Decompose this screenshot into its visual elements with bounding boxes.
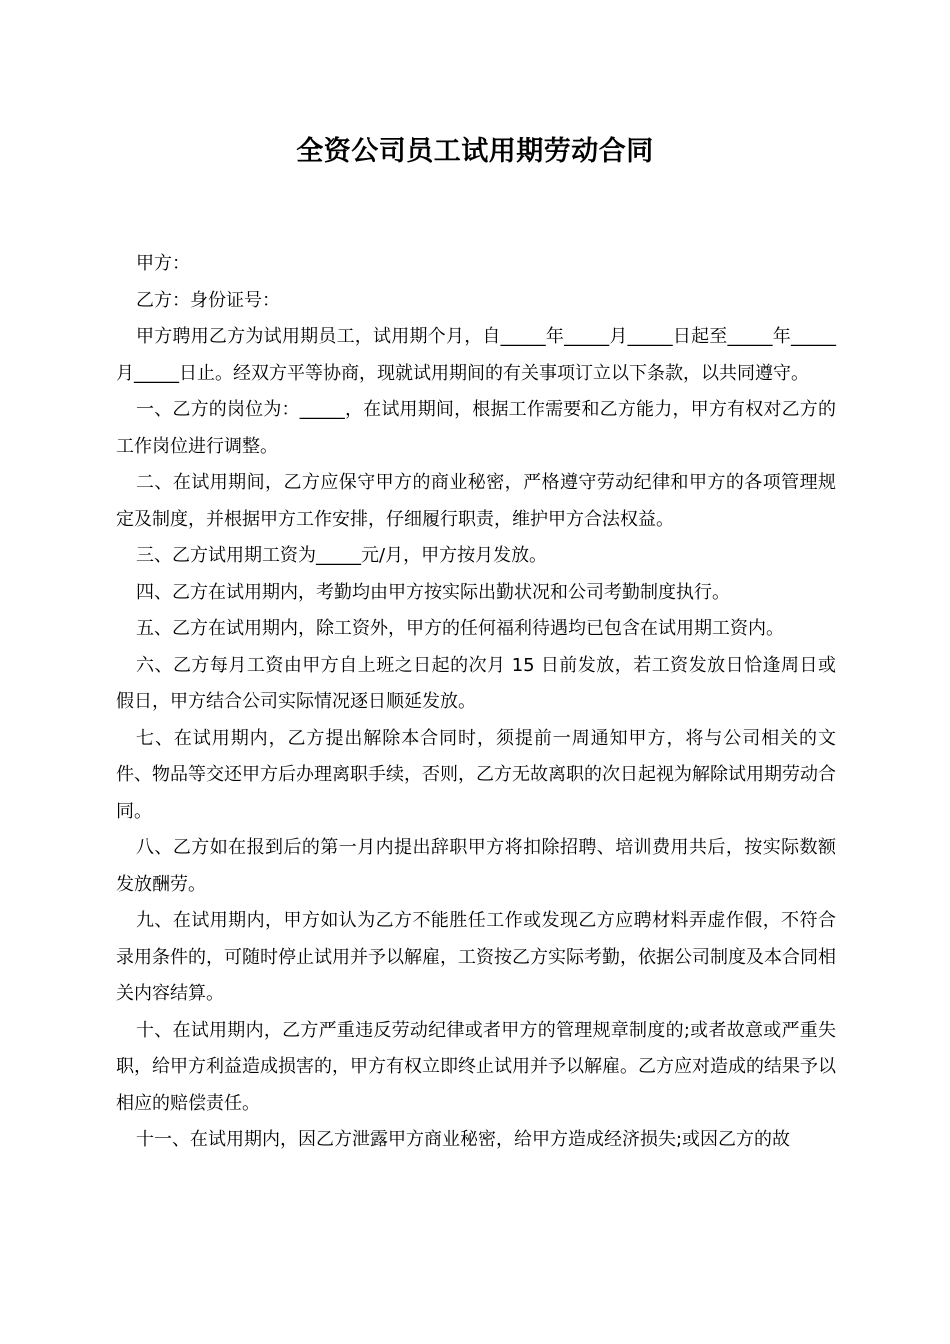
document-title: 全资公司员工试用期劳动合同 (296, 136, 654, 167)
clause-10: 十、在试用期内，乙方严重违反劳动纪律或者甲方的管理规章制度的;或者故意或严重失职，给甲方利益造成损害的，甲方有权立即终止试用并予以解雇。乙方应对造成的结果予以相应的赔偿责任。 (116, 1019, 836, 1114)
clause-2: 二、在试用期间，乙方应保守甲方的商业秘密，严格遵守劳动纪律和甲方的各项管理规定及制度，并根据甲方工作安排，仔细履行职责，维护甲方合法权益。 (116, 472, 836, 530)
clause-6: 六、乙方每月工资由甲方自上班之日起的次月 15 日前发放，若工资发放日恰逢周日或假日，甲方结合公司实际情况逐日顺延发放。 (116, 654, 836, 712)
document-body (116, 246, 836, 1159)
clause-1: 一、乙方的岗位为：_____，在试用期间，根据工作需要和乙方能力，甲方有权对乙方的工作岗位进行调整。 (116, 399, 836, 457)
intro-paragraph: 甲方聘用乙方为试用期员工，试用期个月，自_____年_____月_____日起至_____年_____月_____日止。经双方平等协商，现就试用期间的有关事项订立以下条款，以共同遵守。 (116, 326, 836, 384)
clause-4: 四、乙方在试用期内，考勤均由甲方按实际出勤状况和公司考勤制度执行。 (136, 581, 730, 603)
party-a-line: 甲方： (136, 253, 190, 274)
clause-3: 三、乙方试用期工资为_____元/月，甲方按月发放。 (136, 545, 548, 566)
clause-8: 八、乙方如在报到后的第一月内提出辞职甲方将扣除招聘、培训费用共后，按实际数额发放酬劳。 (116, 837, 836, 895)
clause-7: 七、在试用期内，乙方提出解除本合同时，须提前一周通知甲方，将与公司相关的文件、物品等交还甲方后办理离职手续，否则，乙方无故离职的次日起视为解除试用期劳动合同。 (116, 727, 836, 822)
party-b-line: 乙方：身份证号： (136, 289, 280, 311)
clause-11: 十一、在试用期内，因乙方泄露甲方商业秘密，给甲方造成经济损失;或因乙方的故 (136, 1129, 791, 1150)
clause-9: 九、在试用期内，甲方如认为乙方不能胜任工作或发现乙方应聘材料弄虚作假，不符合录用条件的，可随时停止试用并予以解雇，工资按乙方实际考勤，依据公司制度及本合同相关内容结算。 (116, 910, 836, 1004)
clause-5: 五、乙方在试用期内，除工资外，甲方的任何福利待遇均已包含在试用期工资内。 (136, 618, 784, 639)
